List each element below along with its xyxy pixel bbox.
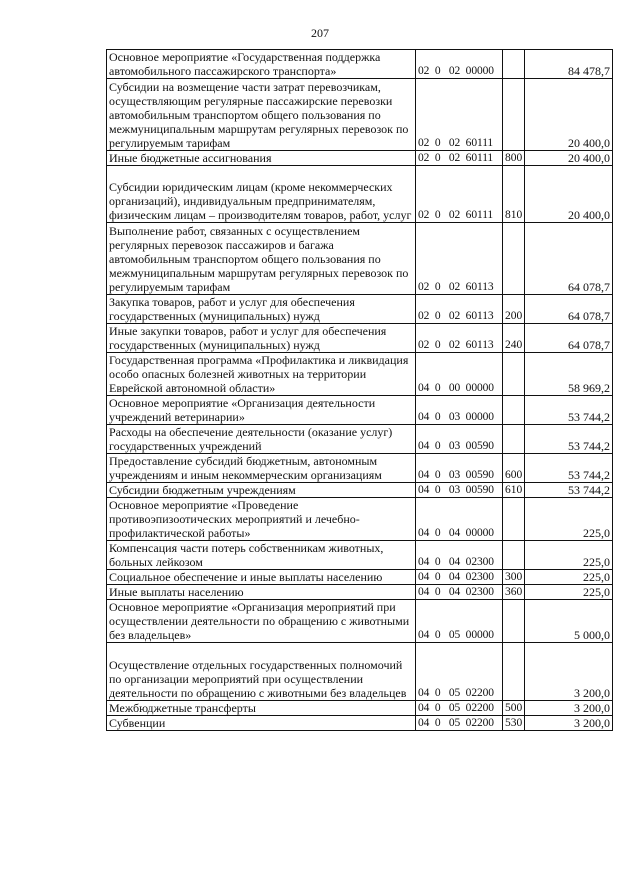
row-name: Основное мероприятие «Организация мероприятий при осуществлении деятельности по обращению с животными без владельцев» <box>107 600 416 643</box>
row-sum: 64 078,7 <box>525 295 613 324</box>
table-row <box>107 353 613 396</box>
row-vr: 500 <box>503 701 525 716</box>
row-name: Государственная программа «Профилактика и ликвидация особо опасных болезней животных на территории Еврейской автономной области» <box>107 353 416 396</box>
row-name: Закупка товаров, работ и услуг для обеспечения государственных (муниципальных) нужд <box>107 295 416 324</box>
table-row <box>107 600 613 643</box>
row-name: Иные выплаты населению <box>107 585 416 600</box>
table-row <box>107 223 613 295</box>
page-number: 207 <box>311 26 329 40</box>
row-sum: 20 400,0 <box>525 79 613 151</box>
row-name: Основное мероприятие «Организация деятельности учреждений ветеринарии» <box>107 396 416 425</box>
row-code: 04 0 03 00000 <box>416 396 503 425</box>
row-code: 02 0 02 60111 <box>416 151 503 166</box>
row-sum: 3 200,0 <box>525 716 613 731</box>
row-sum: 84 478,7 <box>525 50 613 79</box>
table-row <box>107 324 613 353</box>
row-name: Расходы на обеспечение деятельности (оказание услуг) государственных учреждений <box>107 425 416 454</box>
table-row <box>107 498 613 541</box>
row-sum: 5 000,0 <box>525 600 613 643</box>
row-code: 04 0 04 02300 <box>416 541 503 570</box>
row-name: Предоставление субсидий бюджетным, автономным учреждениям и иным некоммерческим организациям <box>107 454 416 483</box>
row-sum: 64 078,7 <box>525 223 613 295</box>
row-sum: 225,0 <box>525 585 613 600</box>
row-sum: 3 200,0 <box>525 701 613 716</box>
row-code: 04 0 05 00000 <box>416 600 503 643</box>
row-code: 02 0 02 60113 <box>416 223 503 295</box>
row-vr <box>503 541 525 570</box>
row-vr: 300 <box>503 570 525 585</box>
row-sum: 225,0 <box>525 570 613 585</box>
row-code: 04 0 04 00000 <box>416 498 503 541</box>
row-code: 04 0 05 02200 <box>416 643 503 701</box>
row-vr <box>503 223 525 295</box>
row-name: Субсидии юридическим лицам (кроме некоммерческих организаций), индивидуальным предпринимателям, физическим лицам – производителям товаров, работ, услуг <box>107 166 416 223</box>
table-row <box>107 643 613 701</box>
row-name: Субсидии на возмещение части затрат перевозчикам, осуществляющим регулярные пассажирские перевозки автомобильным транспортом общего пользования по межмуниципальным маршрутам регулярных перевозок по регулируемым тарифам <box>107 79 416 151</box>
row-vr: 530 <box>503 716 525 731</box>
row-vr: 240 <box>503 324 525 353</box>
row-vr: 360 <box>503 585 525 600</box>
row-vr <box>503 50 525 79</box>
row-code: 04 0 03 00590 <box>416 425 503 454</box>
table-row <box>107 454 613 483</box>
row-sum: 20 400,0 <box>525 166 613 223</box>
row-code: 02 0 02 00000 <box>416 50 503 79</box>
row-vr <box>503 600 525 643</box>
row-code: 02 0 02 60111 <box>416 166 503 223</box>
row-name: Основное мероприятие «Проведение противоэпизоотических мероприятий и лечебно-профилактической работы» <box>107 498 416 541</box>
row-code: 04 0 00 00000 <box>416 353 503 396</box>
row-sum: 58 969,2 <box>525 353 613 396</box>
row-code: 04 0 03 00590 <box>416 483 503 498</box>
row-vr: 610 <box>503 483 525 498</box>
row-name: Социальное обеспечение и иные выплаты населению <box>107 570 416 585</box>
row-name: Осуществление отдельных государственных полномочий по организации мероприятий при осуществлении деятельности по обращению с животными без владельцев <box>107 643 416 701</box>
table-row <box>107 166 613 223</box>
row-vr <box>503 79 525 151</box>
row-vr <box>503 396 525 425</box>
row-vr: 800 <box>503 151 525 166</box>
table-row <box>107 425 613 454</box>
row-name: Основное мероприятие «Государственная поддержка автомобильного пассажирского транспорта» <box>107 50 416 79</box>
row-code: 04 0 05 02200 <box>416 701 503 716</box>
table-row <box>107 50 613 79</box>
row-vr: 200 <box>503 295 525 324</box>
row-code: 02 0 02 60113 <box>416 295 503 324</box>
table-row <box>107 295 613 324</box>
row-vr: 600 <box>503 454 525 483</box>
row-name: Межбюджетные трансферты <box>107 701 416 716</box>
row-vr <box>503 353 525 396</box>
row-sum: 3 200,0 <box>525 643 613 701</box>
table-row <box>107 396 613 425</box>
table-row <box>107 716 613 731</box>
table-row <box>107 585 613 600</box>
row-code: 04 0 05 02200 <box>416 716 503 731</box>
row-vr <box>503 498 525 541</box>
row-sum: 53 744,2 <box>525 483 613 498</box>
row-vr <box>503 425 525 454</box>
budget-table <box>106 49 613 731</box>
table-row <box>107 79 613 151</box>
row-name: Выполнение работ, связанных с осуществлением регулярных перевозок пассажиров и багажа автомобильным транспортом общего пользования по межмуниципальным маршрутам регулярных перевозок по регулируемым тарифам <box>107 223 416 295</box>
row-code: 04 0 04 02300 <box>416 585 503 600</box>
table-row <box>107 541 613 570</box>
row-sum: 225,0 <box>525 541 613 570</box>
table-row <box>107 570 613 585</box>
row-name: Субвенции <box>107 716 416 731</box>
row-sum: 53 744,2 <box>525 425 613 454</box>
table-row <box>107 483 613 498</box>
row-code: 02 0 02 60113 <box>416 324 503 353</box>
row-name: Иные закупки товаров, работ и услуг для обеспечения государственных (муниципальных) нужд <box>107 324 416 353</box>
row-sum: 225,0 <box>525 498 613 541</box>
row-sum: 53 744,2 <box>525 396 613 425</box>
row-code: 04 0 03 00590 <box>416 454 503 483</box>
row-name: Компенсация части потерь собственникам животных, больных лейкозом <box>107 541 416 570</box>
table-body <box>107 50 613 731</box>
row-code: 04 0 04 02300 <box>416 570 503 585</box>
row-vr: 810 <box>503 166 525 223</box>
row-code: 02 0 02 60111 <box>416 79 503 151</box>
table-row <box>107 151 613 166</box>
row-sum: 53 744,2 <box>525 454 613 483</box>
row-sum: 64 078,7 <box>525 324 613 353</box>
row-sum: 20 400,0 <box>525 151 613 166</box>
table-row <box>107 701 613 716</box>
row-vr <box>503 643 525 701</box>
row-name: Иные бюджетные ассигнования <box>107 151 416 166</box>
row-name: Субсидии бюджетным учреждениям <box>107 483 416 498</box>
